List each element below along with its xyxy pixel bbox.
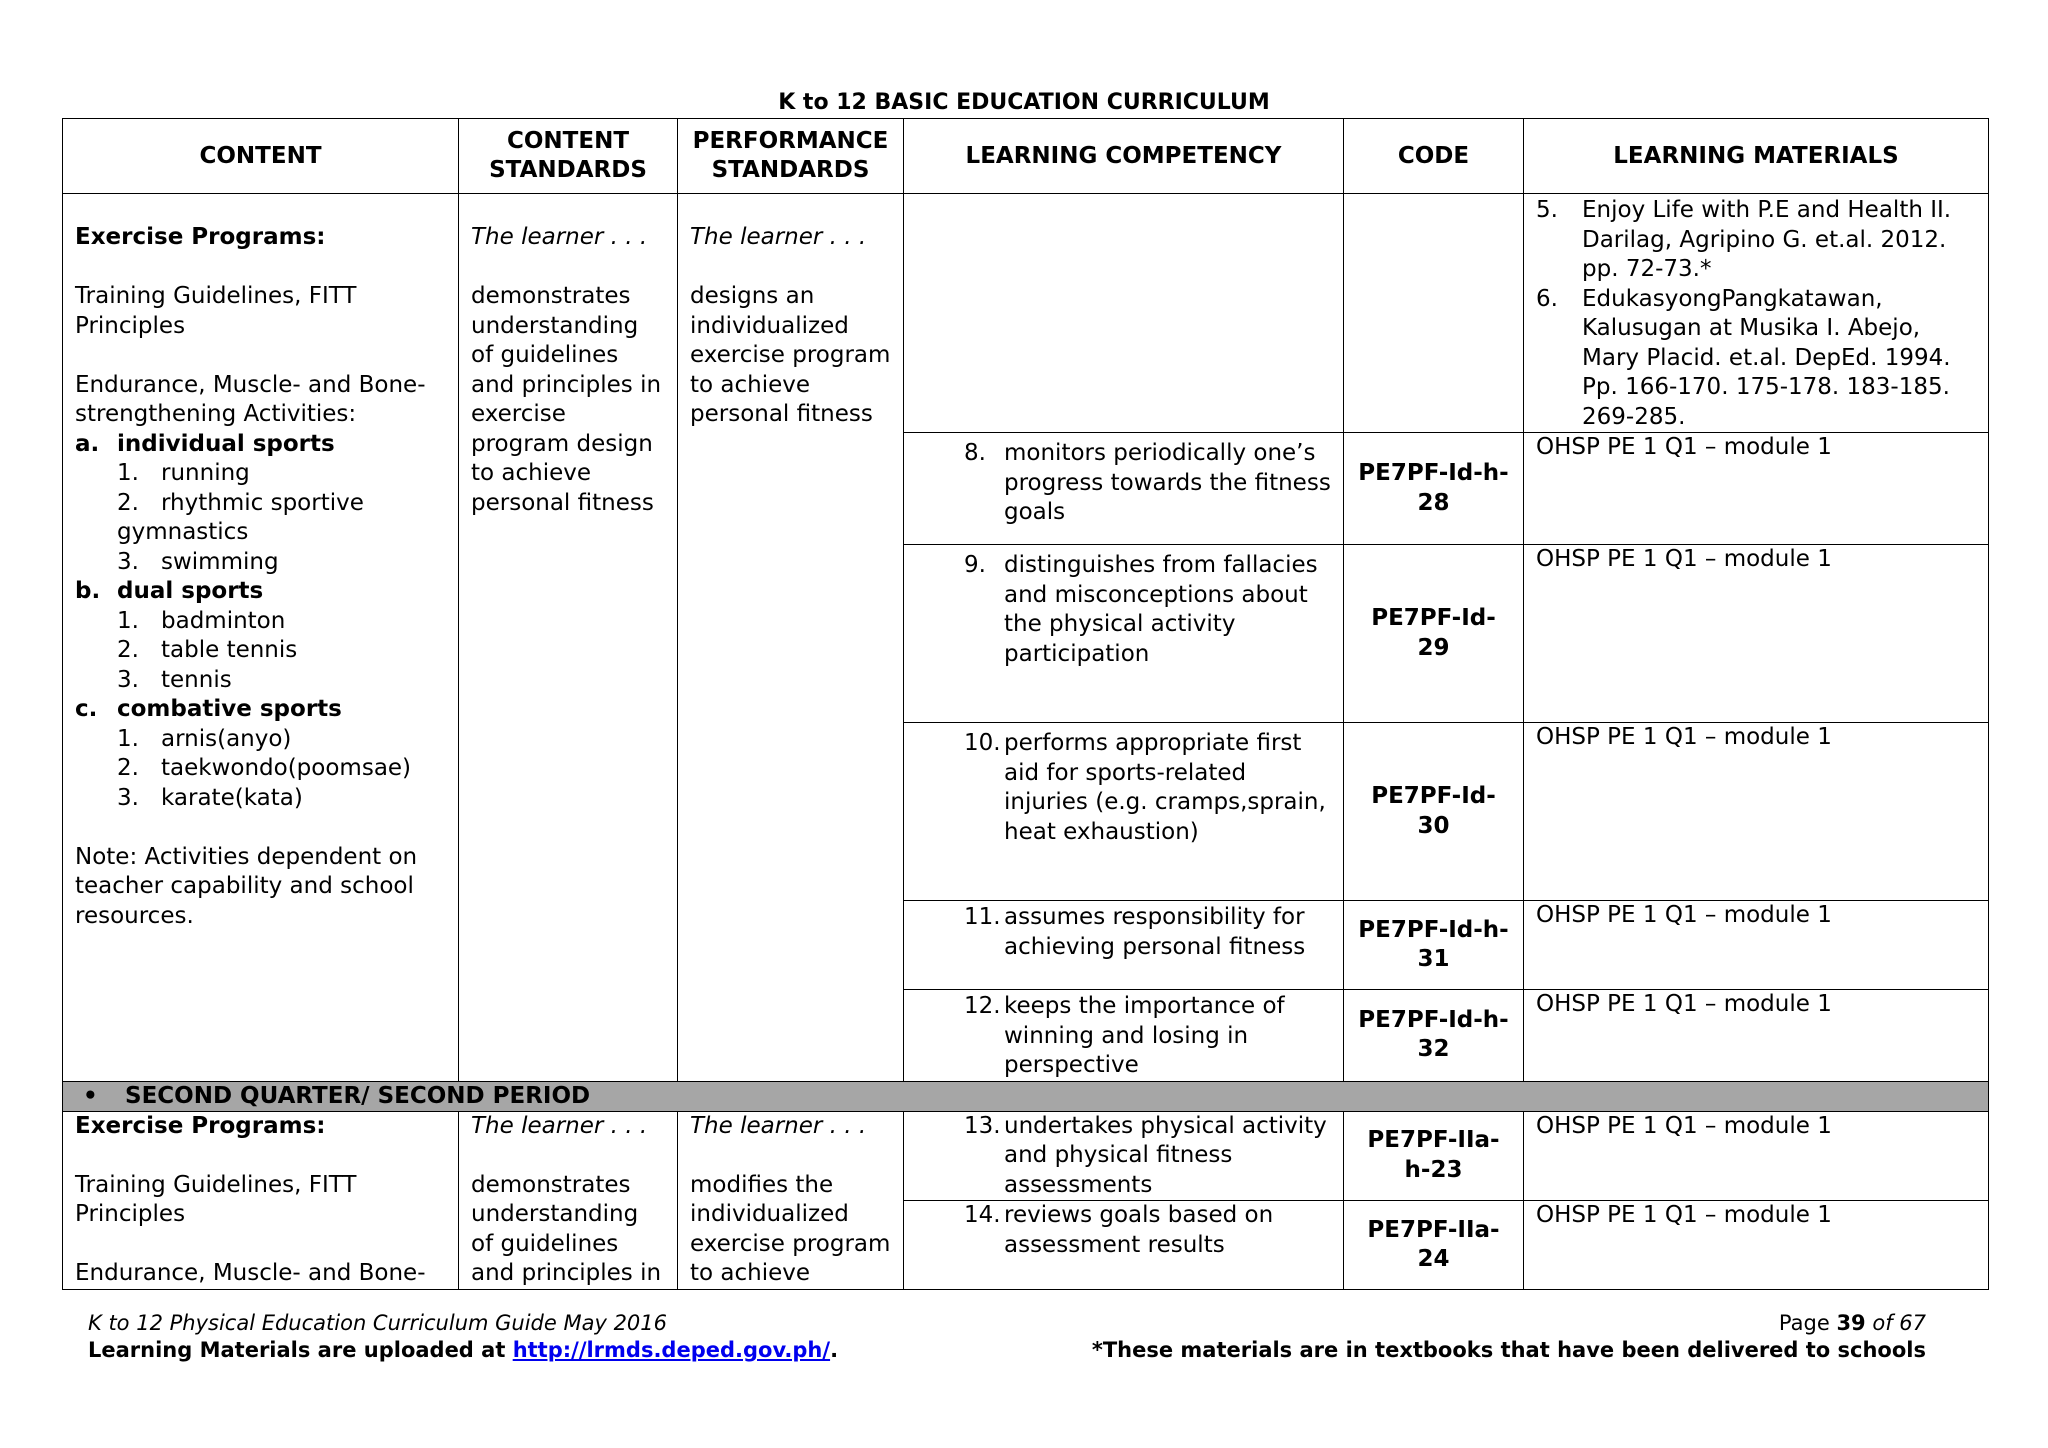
header-learning-competency: LEARNING COMPETENCY bbox=[904, 119, 1344, 194]
learner-label: The learner . . . bbox=[690, 224, 867, 250]
table-row bbox=[63, 1111, 1989, 1201]
code-cell: PE7PF-IIa-24 bbox=[1344, 1201, 1524, 1290]
code-cell: PE7PF-IIa-h-23 bbox=[1344, 1111, 1524, 1201]
competency-cell: 13. undertakes physical activity and physical fitness assessments bbox=[904, 1111, 1344, 1201]
header-performance-standards: PERFORMANCE STANDARDS bbox=[678, 119, 904, 194]
code-cell-empty bbox=[1344, 194, 1524, 433]
content-cell bbox=[63, 194, 459, 1082]
materials-cell: OHSP PE 1 Q1 – module 1 bbox=[1524, 1111, 1989, 1201]
content-training: Training Guidelines, FITT Principles bbox=[75, 283, 357, 339]
content-endurance: Endurance, Muscle- and Bone- bbox=[75, 1260, 426, 1286]
competency-cell: 10. performs appropriate first aid for sports-related injuries (e.g. cramps,sprain, heat exhaustion) bbox=[904, 723, 1344, 901]
content-training: Training Guidelines, FITT Principles bbox=[75, 1171, 357, 1227]
list-item: 1. badminton bbox=[117, 607, 286, 634]
footer-right bbox=[1092, 1310, 1926, 1364]
competency-cell: 11. assumes responsibility for achieving personal fitness bbox=[904, 901, 1344, 990]
learner-label: The learner . . . bbox=[471, 224, 648, 250]
curriculum-table bbox=[62, 118, 1989, 1290]
performance-standards-text: modifies the individualized exercise program to achieve bbox=[690, 1171, 891, 1286]
materials-cell: OHSP PE 1 Q1 – module 1 bbox=[1524, 901, 1989, 990]
materials-cell: OHSP PE 1 Q1 – module 1 bbox=[1524, 723, 1989, 901]
competency-cell: 8. monitors periodically one’s progress towards the fitness goals bbox=[904, 433, 1344, 545]
materials-cell: OHSP PE 1 Q1 – module 1 bbox=[1524, 1201, 1989, 1290]
lrmds-link[interactable]: http://lrmds.deped.gov.ph/ bbox=[512, 1338, 831, 1362]
header-code: CODE bbox=[1344, 119, 1524, 194]
content-heading: Exercise Programs: bbox=[75, 1112, 326, 1139]
document-title: K to 12 BASIC EDUCATION CURRICULUM bbox=[778, 90, 1270, 115]
code-cell: PE7PF-Id-29 bbox=[1344, 545, 1524, 723]
code-cell: PE7PF-Id-h-28 bbox=[1344, 433, 1524, 545]
footer-guide-title: K to 12 Physical Education Curriculum Guide May 2016 bbox=[88, 1311, 668, 1335]
performance-standards-text: designs an individualized exercise program to achieve personal fitness bbox=[690, 283, 891, 427]
competency-cell: 12. keeps the importance of winning and losing in perspective bbox=[904, 990, 1344, 1082]
list-item: 2. rhythmic sportive gymnastics bbox=[117, 489, 364, 545]
bullet-icon: • bbox=[83, 1082, 98, 1109]
content-standards-text: demonstrates understanding of guidelines and principles in bbox=[471, 1171, 662, 1286]
learner-label: The learner . . . bbox=[471, 1112, 648, 1139]
materials-cell: OHSP PE 1 Q1 – module 1 bbox=[1524, 990, 1989, 1082]
code-cell: PE7PF-Id-h-32 bbox=[1344, 990, 1524, 1082]
list-item: 2. table tennis bbox=[117, 637, 298, 663]
materials-cell bbox=[1524, 194, 1989, 433]
content-endurance: Endurance, Muscle- and Bone-strengthening Activities: bbox=[75, 371, 426, 427]
materials-cell: OHSP PE 1 Q1 – module 1 bbox=[1524, 433, 1989, 545]
group-heading: a. individual sports bbox=[75, 430, 335, 457]
header-content: CONTENT bbox=[63, 119, 459, 194]
quarter-label: • SECOND QUARTER/ SECOND PERIOD bbox=[63, 1081, 1989, 1111]
group-heading: b. dual sports bbox=[75, 578, 264, 604]
content-standards-text: demonstrates understanding of guidelines and principles in exercise program design to achieve personal fitness bbox=[471, 283, 662, 516]
competency-cell: 14. reviews goals based on assessment results bbox=[904, 1201, 1344, 1290]
content-standards-cell bbox=[459, 194, 678, 1082]
header-content-standards: CONTENT STANDARDS bbox=[459, 119, 678, 194]
content-note: Note: Activities dependent on teacher capability and school resources. bbox=[75, 843, 418, 929]
header-learning-materials: LEARNING MATERIALS bbox=[1524, 119, 1989, 194]
content-group-list bbox=[75, 430, 446, 814]
list-item: 3. tennis bbox=[117, 666, 232, 693]
list-item: 3. swimming bbox=[117, 548, 279, 575]
learner-label: The learner . . . bbox=[690, 1112, 867, 1139]
list-item: 2. taekwondo(poomsae) bbox=[117, 755, 412, 781]
code-cell: PE7PF-Id-h-31 bbox=[1344, 901, 1524, 990]
group-heading: c. combative sports bbox=[75, 696, 342, 722]
content-cell bbox=[63, 1111, 459, 1290]
footer-left bbox=[88, 1310, 838, 1364]
list-item: 1. running bbox=[117, 460, 250, 486]
content-heading: Exercise Programs: bbox=[75, 224, 326, 250]
materials-cell: OHSP PE 1 Q1 – module 1 bbox=[1524, 545, 1989, 723]
footer-textbook-note: *These materials are in textbooks that have been delivered to schools bbox=[1091, 1338, 1926, 1362]
performance-standards-cell bbox=[678, 194, 904, 1082]
list-item: 5. Enjoy Life with P.E and Health II. Darilag, Agripino G. et.al. 2012. pp. 72-73.* bbox=[1536, 197, 1952, 282]
footer-upload-note: Learning Materials are uploaded at http://lrmds.deped.gov.ph/. bbox=[88, 1338, 839, 1362]
table-row bbox=[63, 194, 1989, 433]
list-item: 3. karate(kata) bbox=[117, 784, 303, 811]
table-header-row bbox=[63, 119, 1989, 194]
code-cell: PE7PF-Id-30 bbox=[1344, 723, 1524, 901]
content-standards-cell bbox=[459, 1111, 678, 1290]
quarter-row bbox=[63, 1081, 1989, 1111]
page-number: Page 39 of 67 bbox=[1778, 1311, 1926, 1335]
performance-standards-cell bbox=[678, 1111, 904, 1290]
competency-cell: 9. distinguishes from fallacies and misconceptions about the physical activity participation bbox=[904, 545, 1344, 723]
competency-cell-empty bbox=[904, 194, 1344, 433]
list-item: 6. EdukasyongPangkatawan, Kalusugan at Musika I. Abejo, Mary Placid. et.al. DepEd. 1994. Pp. 166-170. 175-178. 183-185. 269-285. bbox=[1536, 285, 1951, 430]
list-item: 1. arnis(anyo) bbox=[117, 725, 292, 752]
